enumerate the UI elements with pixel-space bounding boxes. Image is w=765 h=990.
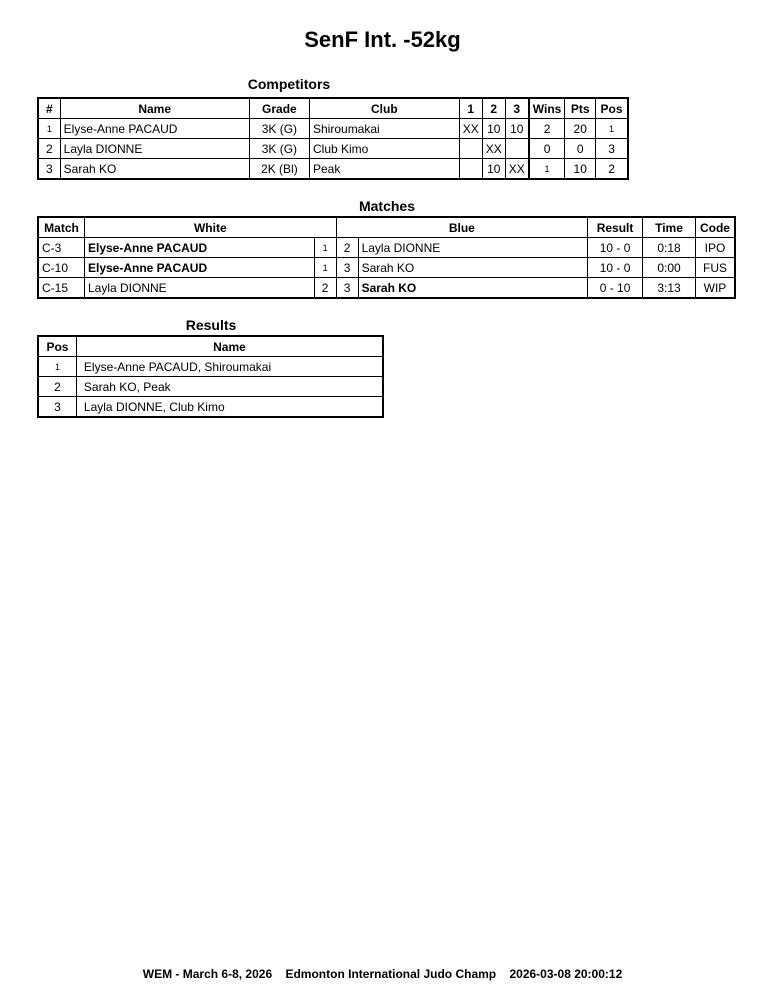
competitor-row (39, 119, 628, 139)
page-footer (0, 967, 765, 981)
competitor-round-1: XX (459, 119, 482, 139)
matches-heading: Matches (358, 198, 416, 214)
competitor-num: 2 (39, 139, 61, 159)
competitor-num: 3 (39, 159, 61, 179)
match-id: C-10 (39, 258, 85, 278)
competitor-pts: 10 (565, 159, 596, 179)
competitor-grade: 3K (G) (249, 139, 309, 159)
results-table (38, 336, 383, 417)
competitor-round-1 (459, 139, 482, 159)
col-header-num: # (39, 99, 61, 119)
col-header-result: Result (588, 218, 643, 238)
competitors-table (38, 98, 628, 179)
match-white-player: Elyse-Anne PACAUD (84, 238, 314, 258)
match-blue-player: Sarah KO (358, 258, 588, 278)
col-header-code: Code (695, 218, 734, 238)
match-white-num: 1 (314, 238, 336, 258)
competitor-name: Elyse-Anne PACAUD (60, 119, 249, 139)
match-blue-player: Layla DIONNE (358, 238, 588, 258)
result-row (39, 397, 383, 417)
match-id: C-15 (39, 278, 85, 298)
matches-header-row (39, 218, 735, 238)
match-blue-num: 3 (336, 258, 358, 278)
competitor-round-3: 10 (505, 119, 529, 139)
match-code: IPO (695, 238, 734, 258)
match-white-player: Elyse-Anne PACAUD (84, 258, 314, 278)
col-header-round-2: 2 (482, 99, 505, 119)
result-name: Elyse-Anne PACAUD, Shiroumakai (76, 357, 382, 377)
competitor-pts: 0 (565, 139, 596, 159)
competitor-num: 1 (39, 119, 61, 139)
matches-table (38, 217, 735, 298)
match-time: 0:18 (643, 238, 696, 258)
competitor-round-3: XX (505, 159, 529, 179)
col-header-pts: Pts (565, 99, 596, 119)
competitor-grade: 3K (G) (249, 119, 309, 139)
competitor-club: Peak (310, 159, 460, 179)
col-header-name: Name (60, 99, 249, 119)
footer-tournament-name: Edmonton International Judo Champ (285, 967, 497, 981)
match-white-num: 2 (314, 278, 336, 298)
result-pos: 2 (39, 377, 77, 397)
col-header-time: Time (643, 218, 696, 238)
match-time: 0:00 (643, 258, 696, 278)
match-code: FUS (695, 258, 734, 278)
competitor-name: Sarah KO (60, 159, 249, 179)
page-title: SenF Int. -52kg (304, 27, 461, 52)
match-row (39, 238, 735, 258)
footer-timestamp: 2026-03-08 20:00:12 (509, 967, 623, 981)
match-row (39, 278, 735, 298)
match-white-player: Layla DIONNE (84, 278, 314, 298)
competitor-round-2: 10 (482, 159, 505, 179)
result-name: Sarah KO, Peak (76, 377, 382, 397)
col-header-match: Match (39, 218, 85, 238)
competitor-round-1 (459, 159, 482, 179)
col-header-wins: Wins (529, 99, 565, 119)
match-row (39, 258, 735, 278)
col-header-round-3: 3 (505, 99, 529, 119)
col-header-club: Club (310, 99, 460, 119)
match-blue-player: Sarah KO (358, 278, 588, 298)
result-row (39, 377, 383, 397)
result-name: Layla DIONNE, Club Kimo (76, 397, 382, 417)
col-header-pos: Pos (596, 99, 628, 119)
col-header-white: White (84, 218, 336, 238)
result-pos: 3 (39, 397, 77, 417)
competitor-grade: 2K (Bl) (249, 159, 309, 179)
match-time: 3:13 (643, 278, 696, 298)
col-header-blue: Blue (336, 218, 587, 238)
footer-event: WEM - March 6-8, 2026 (142, 967, 273, 981)
competitor-pos: 2 (596, 159, 628, 179)
competitor-club: Club Kimo (310, 139, 460, 159)
results-header-row (39, 337, 383, 357)
match-result: 10 - 0 (588, 238, 643, 258)
result-row (39, 357, 383, 377)
competitor-pos: 1 (596, 119, 628, 139)
competitor-pts: 20 (565, 119, 596, 139)
competitor-row (39, 139, 628, 159)
col-header-result-pos: Pos (39, 337, 77, 357)
competitor-round-2: 10 (482, 119, 505, 139)
match-result: 10 - 0 (588, 258, 643, 278)
match-result: 0 - 10 (588, 278, 643, 298)
col-header-round-1: 1 (459, 99, 482, 119)
match-blue-num: 3 (336, 278, 358, 298)
col-header-result-name: Name (76, 337, 382, 357)
competitors-heading: Competitors (247, 76, 331, 92)
match-code: WIP (695, 278, 734, 298)
competitor-round-3 (505, 139, 529, 159)
competitor-wins: 0 (529, 139, 565, 159)
competitor-name: Layla DIONNE (60, 139, 249, 159)
competitor-pos: 3 (596, 139, 628, 159)
col-header-grade: Grade (249, 99, 309, 119)
results-heading: Results (185, 317, 237, 333)
competitors-header-row (39, 99, 628, 119)
competitor-round-2: XX (482, 139, 505, 159)
competitor-row (39, 159, 628, 179)
result-pos: 1 (39, 357, 77, 377)
match-blue-num: 2 (336, 238, 358, 258)
match-white-num: 1 (314, 258, 336, 278)
competitor-wins: 2 (529, 119, 565, 139)
competitor-wins: 1 (529, 159, 565, 179)
competitor-club: Shiroumakai (310, 119, 460, 139)
match-id: C-3 (39, 238, 85, 258)
